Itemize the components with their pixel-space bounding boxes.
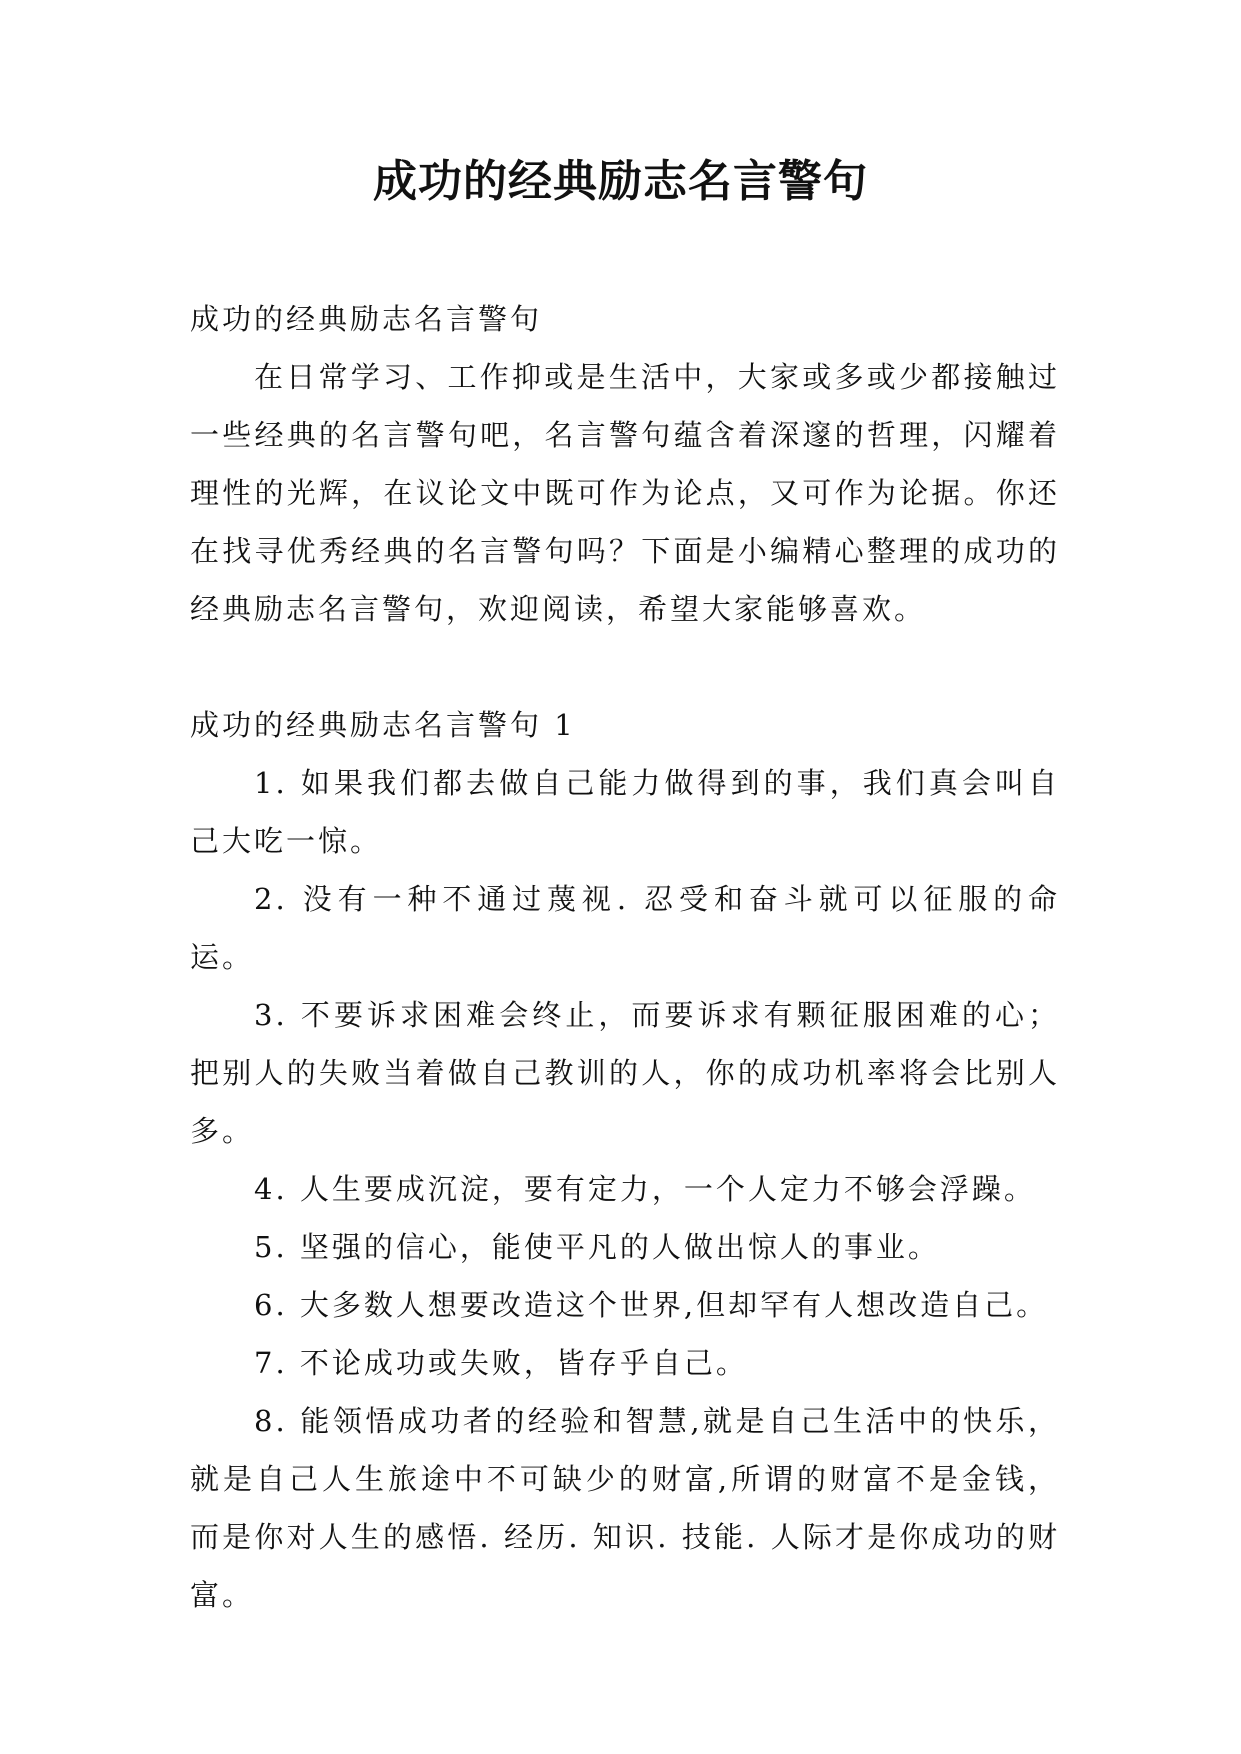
document-title: 成功的经典励志名言警句 [373, 156, 868, 207]
quote-item: 2. 没有一种不通过蔑视. 忍受和奋斗就可以征服的命运。 [190, 882, 1060, 974]
section-spacer [190, 638, 1060, 696]
quote-item: 1. 如果我们都去做自己能力做得到的事，我们真会叫自己大吃一惊。 [190, 766, 1060, 858]
subtitle: 成功的经典励志名言警句 [190, 302, 543, 336]
quote-item: 6. 大多数人想要改造这个世界,但却罕有人想改造自己。 [254, 1288, 1049, 1322]
quote-item: 5. 坚强的信心，能使平凡的人做出惊人的事业。 [254, 1230, 940, 1264]
quote-item: 4. 人生要成沉淀，要有定力，一个人定力不够会浮躁。 [254, 1172, 1036, 1206]
document-body [190, 290, 1060, 1624]
section-heading: 成功的经典励志名言警句 1 [190, 708, 576, 742]
intro-paragraph: 在日常学习、工作抑或是生活中，大家或多或少都接触过一些经典的名言警句吧，名言警句蕴含着深邃的哲理，闪耀着理性的光辉，在议论文中既可作为论点，又可作为论据。你还在找寻优秀经典的名言警句吗？下面是小编精心整理的成功的经典励志名言警句，欢迎阅读，希望大家能够喜欢。 [190, 360, 1060, 626]
quote-item: 8. 能领悟成功者的经验和智慧,就是自己生活中的快乐，就是自己人生旅途中不可缺少的财富,所谓的财富不是金钱，而是你对人生的感悟. 经历. 知识. 技能. 人际才是你成功的财富。 [190, 1404, 1060, 1612]
quote-item: 7. 不论成功或失败，皆存乎自己。 [254, 1346, 748, 1380]
quote-item: 3. 不要诉求困难会终止，而要诉求有颗征服困难的心；把别人的失败当着做自己教训的人，你的成功机率将会比别人多。 [190, 998, 1060, 1148]
